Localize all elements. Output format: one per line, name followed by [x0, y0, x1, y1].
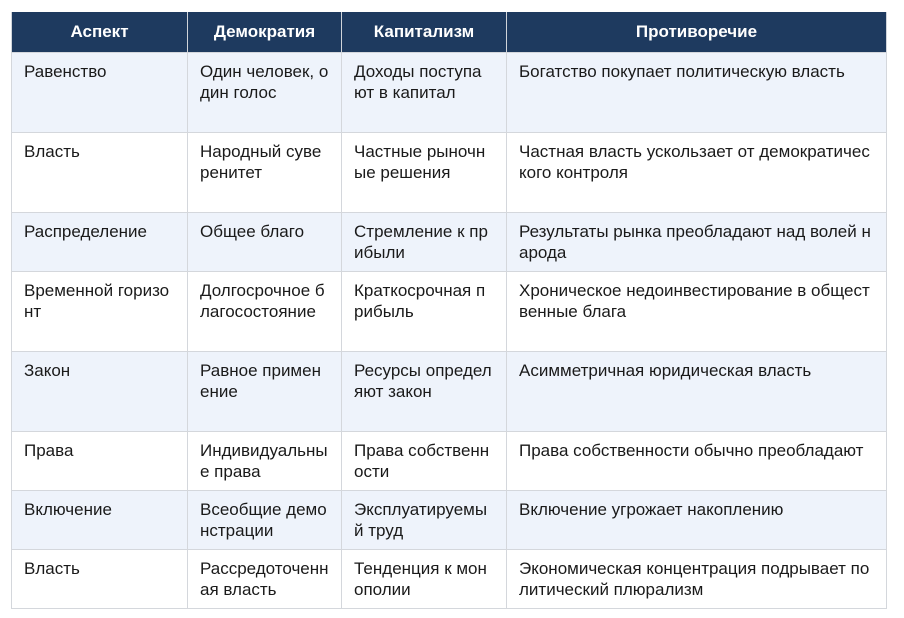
cell-capitalism: Стремление к прибыли [342, 213, 507, 272]
cell-democracy: Долгосрочное благосостояние [188, 272, 342, 352]
cell-capitalism: Ресурсы определяют закон [342, 352, 507, 432]
table-row [12, 550, 887, 609]
cell-contradiction: Результаты рынка преобладают над волей народа [507, 213, 887, 272]
cell-contradiction: Хроническое недоинвестирование в общественные блага [507, 272, 887, 352]
cell-aspect: Власть [12, 133, 188, 213]
table-row [12, 432, 887, 491]
cell-aspect: Равенство [12, 53, 188, 133]
table-row [12, 213, 887, 272]
cell-contradiction: Права собственности обычно преобладают [507, 432, 887, 491]
cell-capitalism: Краткосрочная прибыль [342, 272, 507, 352]
cell-aspect: Временной горизонт [12, 272, 188, 352]
cell-democracy: Один человек, один голос [188, 53, 342, 133]
table-row [12, 272, 887, 352]
cell-aspect: Распределение [12, 213, 188, 272]
cell-contradiction: Частная власть ускользает от демократического контроля [507, 133, 887, 213]
table-row [12, 53, 887, 133]
cell-democracy: Равное применение [188, 352, 342, 432]
table-row [12, 133, 887, 213]
cell-capitalism: Частные рыночные решения [342, 133, 507, 213]
cell-capitalism: Права собственности [342, 432, 507, 491]
cell-democracy: Всеобщие демонстрации [188, 491, 342, 550]
cell-capitalism: Тенденция к монополии [342, 550, 507, 609]
cell-democracy: Рассредоточенная власть [188, 550, 342, 609]
header-row [12, 12, 887, 53]
table-row [12, 352, 887, 432]
cell-contradiction: Богатство покупает политическую власть [507, 53, 887, 133]
header-contradiction: Противоречие [507, 12, 887, 53]
cell-democracy: Общее благо [188, 213, 342, 272]
header-democracy: Демократия [188, 12, 342, 53]
cell-contradiction: Экономическая концентрация подрывает политический плюрализм [507, 550, 887, 609]
cell-capitalism: Доходы поступают в капитал [342, 53, 507, 133]
cell-capitalism: Эксплуатируемый труд [342, 491, 507, 550]
header-aspect: Аспект [12, 12, 188, 53]
comparison-table [11, 12, 887, 609]
cell-democracy: Индивидуальные права [188, 432, 342, 491]
table-row [12, 491, 887, 550]
header-capitalism: Капитализм [342, 12, 507, 53]
cell-aspect: Права [12, 432, 188, 491]
cell-aspect: Закон [12, 352, 188, 432]
cell-aspect: Включение [12, 491, 188, 550]
cell-contradiction: Асимметричная юридическая власть [507, 352, 887, 432]
cell-democracy: Народный суверенитет [188, 133, 342, 213]
cell-contradiction: Включение угрожает накоплению [507, 491, 887, 550]
cell-aspect: Власть [12, 550, 188, 609]
